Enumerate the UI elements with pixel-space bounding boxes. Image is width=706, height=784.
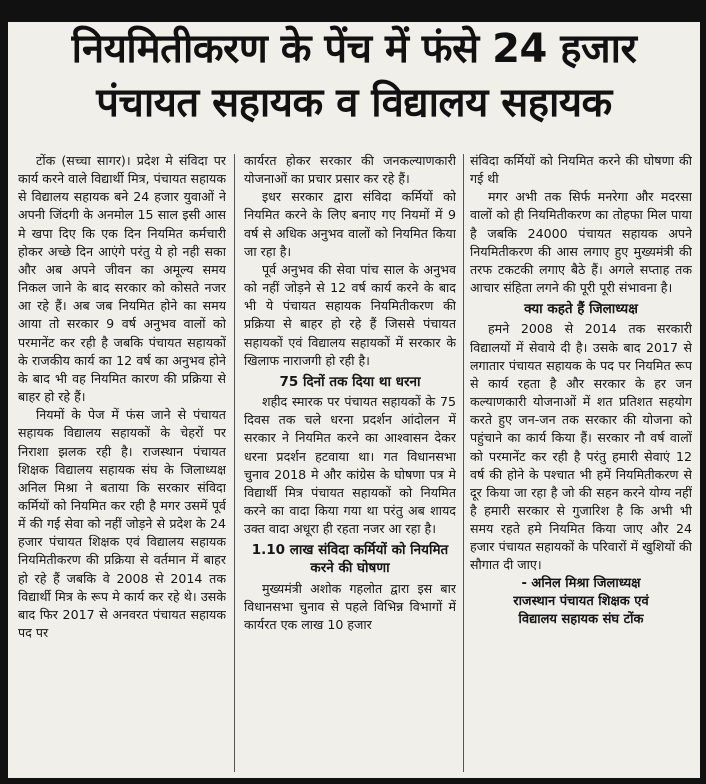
article-column-2	[244, 152, 456, 774]
paragraph: पूर्व अनुभव की सेवा पांच साल के अनुभव को नहीं जोड़ने से 12 वर्ष कार्य करने के बाद भी ये पंचायत सहायक नियमितीकरण की प्रक्रिया से बाहर हो रहे हैं जिससे पंचायत सहायकों एवं विद्यालय सहायकों में सरकार के खिलाफ नाराजगी हो रही है।	[244, 261, 456, 368]
paragraph: मगर अभी तक सिर्फ मनरेगा और मदरसा वालों को ही नियमितीकरण का तोहफा मिल पाया है जबकि 24000 पंचायत सहायक अपने नियमितीकरण की आस लगाए हुए मुख्यमंत्री की तरफ टकटकी लगाए बैठे हैं। अगले सप्ताह तक आचार संहिता लगने की पूरी पूरी संभावना है।	[470, 189, 692, 296]
headline-line-2: पंचायत सहायक व विद्यालय सहायक	[96, 80, 612, 126]
subheading: 1.10 लाख संविदा कर्मियों को नियमित करने की घोषणा	[251, 542, 449, 577]
paragraph: शहीद स्मारक पर पंचायत सहायकों के 75 दिवस तक चले धरना प्रदर्शन आंदोलन में सरकार ने नियमित करने का आश्वासन देकर धरना प्रदर्शन हटवाया था। गत विधानसभा चुनाव 2018 मे और कांग्रेस के घोषणा पत्र मे विद्यार्थी मित्र पंचायत सहायकों को नियमित करने का वादा किया गया था परंतु अब शायद उक्त वादा अधूरा ही रहता नजर आ रहा है।	[244, 394, 456, 537]
paragraph: नियमों के पेज में फंस जाने से पंचायत सहायक विद्यालय सहायकों के चेहरों पर निराशा झलक रही है। राजस्थान पंचायत शिक्षक विद्यालय सहायक संघ के जिलाध्यक्ष अनिल मिश्रा ने बताया कि सरकार संविदा कर्मियों को नियमित कर रही है मगर उसमें पूर्व में की गई सेवा को नहीं जोड़ने से प्रदेश के 24 हजार पंचायत शिक्षक एवं विद्यालय सहायक नियमितीकरण की प्रक्रिया से वर्तमान में बाहर हो रहे हैं जबकि वे 2008 से 2014 तक विद्यार्थी मित्र के रूप मे कार्य कर रहे थे। उसके बाद फिर 2017 से अनवरत पंचायत सहायक पद पर	[18, 407, 226, 641]
paragraph: मुख्यमंत्री अशोक गहलोत द्वारा इस बार विधानसभा चुनाव से पहले विभिन्न विभागों में कार्यरत एक लाख 10 हजार	[244, 580, 456, 632]
paragraph: टोंक (सच्चा सागर)। प्रदेश मे संविदा पर कार्य करने वाले विद्यार्थी मित्र, पंचायत सहायक से विद्यालय सहायक बने 24 हजार युवाओं ने अपनी जिंदगी के अनमोल 15 साल इसी आस मे खपा दिए कि एक दिन नियमित कर्मचारी होकर अच्छे दिन आएंगे परंतु ये हो नही सका और अब अपने जीवन का अमूल्य समय निकल जाने के बाद सरकार को कोसते नजर आ रहे हैं। अब जब नियमित होने का समय आया तो सरकार 9 वर्ष अनुभव वालों को परमानेंट कर रही है जबकि पंचायत सहायकों के राजकीय कार्य का 12 वर्ष का अनुभव होने के बाद भी वह नियमित कारण की प्रक्रिया से बाहर हो रहे हैं।	[18, 153, 226, 405]
headline-line-1: नियमितीकरण के पेंच में फंसे 24 हजार	[71, 26, 637, 72]
article-column-1	[18, 152, 226, 774]
paragraph: इधर सरकार द्वारा संविदा कर्मियों को नियमित करने के लिए बनाए गए नियमों में 9 वर्ष से अधिक अनुभव वालों को नियमित किया जा रहा है।	[244, 189, 456, 259]
paragraph: संविदा कर्मियों को नियमित करने की घोषणा की गई थी	[470, 153, 692, 187]
paragraph: हमने 2008 से 2014 तक सरकारी विद्यालयों में सेवाये दी है। उसके बाद 2017 से लगातार पंचायत सहायक के पद पर नियमित रूप से कार्य रहता है और सरकार के हर जन कल्याणकारी योजनाओं में शत प्रतिशत सहयोग करते हुए जन-जन तक सरकार की योजना को पहुंचाने का कार्य किया हैं। सरकार नौ वर्ष वालों को परमानेंट कर रही है परंतु हमारी सेवाएं 12 वर्ष की होने के पश्चात भी हमें नियमितीकरण से दूर किया जा रहा है जो की सहन करने योग्य नहीं है हमारी सरकार से गुजारिश है कि अभी भी समय रहते हमे नियमित किया जाए और 24 हजार पंचायत सहायकों के परिवारों में खुशियों की सौगात दी जाए।	[470, 321, 692, 573]
signature-org: राजस्थान पंचायत शिक्षक एवं	[513, 593, 649, 609]
article-column-3	[470, 152, 692, 774]
signature-name: - अनिल मिश्रा जिलाध्यक्ष	[521, 575, 641, 591]
signature-org: विद्यालय सहायक संघ टोंक	[518, 611, 644, 627]
newspaper-clipping	[8, 22, 700, 778]
subheading: क्या कहते हैं जिलाध्यक्ष	[524, 301, 638, 318]
paragraph: कार्यरत होकर सरकार की जनकल्याणकारी योजनाओं का प्रचार प्रसार कर रहे हैं।	[244, 153, 456, 187]
column-divider	[463, 154, 464, 772]
subheading: 75 दिनों तक दिया था धरना	[279, 373, 421, 390]
column-divider	[234, 154, 235, 772]
